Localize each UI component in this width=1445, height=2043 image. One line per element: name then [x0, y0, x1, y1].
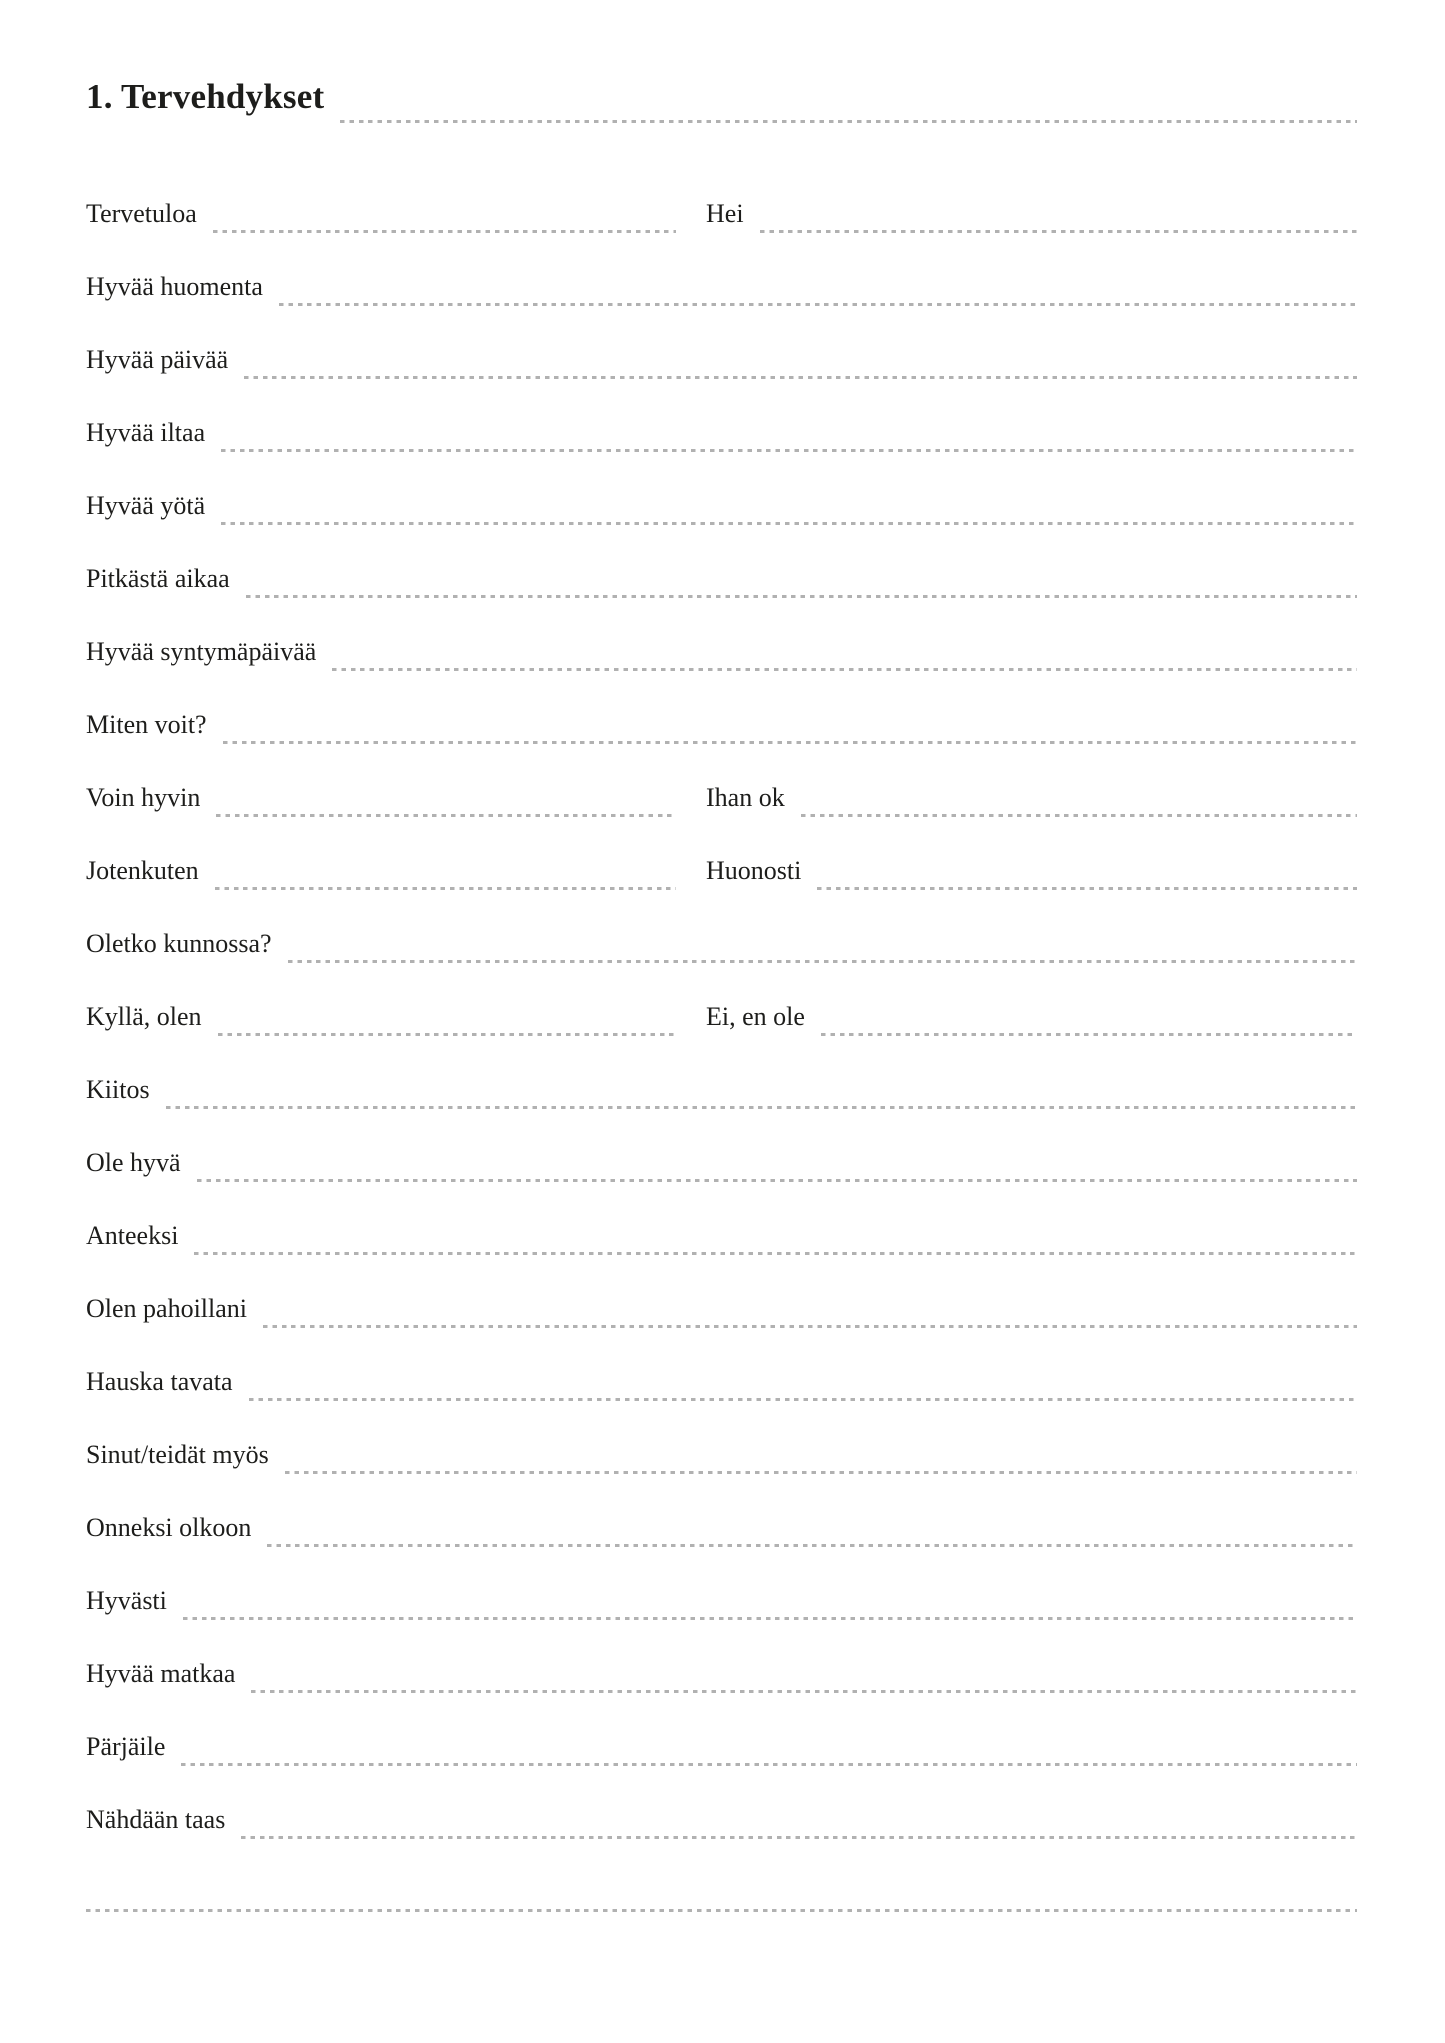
answer-line — [223, 741, 1357, 744]
phrase-row — [86, 1841, 1357, 1914]
phrase-cell — [86, 1075, 1357, 1105]
phrase-list — [86, 162, 1357, 1914]
phrase-row — [86, 819, 1357, 892]
answer-line — [221, 522, 1357, 525]
phrase-label: Pitkästä aikaa — [86, 564, 230, 594]
phrase-label: Olen pahoillani — [86, 1294, 248, 1324]
answer-line — [288, 960, 1357, 963]
phrase-cell — [86, 1805, 1357, 1835]
answer-line — [183, 1617, 1357, 1620]
phrase-cell — [86, 418, 1357, 448]
answer-line — [801, 814, 1357, 817]
phrase-row — [86, 162, 1357, 235]
phrase-label: Miten voit? — [86, 710, 207, 740]
answer-line — [215, 887, 676, 890]
phrase-label: Hyvää päivää — [86, 345, 229, 375]
phrase-cell — [86, 1440, 1357, 1470]
phrase-cell — [86, 272, 1357, 302]
phrase-row — [86, 1257, 1357, 1330]
phrase-row — [86, 746, 1357, 819]
phrase-label: Hyvää huomenta — [86, 272, 263, 302]
answer-line — [218, 1033, 676, 1036]
phrase-row — [86, 1184, 1357, 1257]
phrase-row — [86, 1038, 1357, 1111]
phrase-row — [86, 600, 1357, 673]
phrase-label: Pärjäile — [86, 1732, 166, 1762]
phrase-label: Hyvää yötä — [86, 491, 206, 521]
answer-line — [221, 449, 1357, 452]
answer-line — [216, 814, 676, 817]
phrase-cell — [86, 1659, 1357, 1689]
phrase-cell — [86, 1513, 1357, 1543]
phrase-label: Ihan ok — [706, 783, 785, 813]
answer-line — [251, 1690, 1357, 1693]
answer-line — [263, 1325, 1357, 1328]
phrase-row — [86, 1622, 1357, 1695]
phrase-row — [86, 1111, 1357, 1184]
answer-line — [241, 1836, 1357, 1839]
phrase-label: Jotenkuten — [86, 856, 199, 886]
phrase-label: Kyllä, olen — [86, 1002, 202, 1032]
answer-line — [279, 303, 1357, 306]
phrase-cell — [86, 783, 676, 813]
phrase-row — [86, 527, 1357, 600]
phrase-label: Hyvästi — [86, 1586, 167, 1616]
phrase-cell — [86, 1732, 1357, 1762]
answer-line — [332, 668, 1357, 671]
phrase-label: Oletko kunnossa? — [86, 929, 272, 959]
answer-line — [246, 595, 1357, 598]
phrase-row — [86, 892, 1357, 965]
phrase-label: Hyvää matkaa — [86, 1659, 236, 1689]
phrase-cell — [86, 345, 1357, 375]
phrase-row — [86, 235, 1357, 308]
answer-line — [821, 1033, 1357, 1036]
phrase-row — [86, 1695, 1357, 1768]
answer-line — [249, 1398, 1357, 1401]
phrase-cell — [706, 199, 1357, 229]
phrase-row — [86, 1476, 1357, 1549]
phrase-cell — [706, 783, 1357, 813]
phrase-cell — [86, 1586, 1357, 1616]
blank-answer-cell — [86, 1905, 1357, 1908]
answer-line — [285, 1471, 1357, 1474]
phrase-row — [86, 1330, 1357, 1403]
phrase-label: Anteeksi — [86, 1221, 179, 1251]
phrase-label: Voin hyvin — [86, 783, 201, 813]
answer-line — [166, 1106, 1357, 1109]
phrase-row — [86, 1768, 1357, 1841]
phrase-label: Ei, en ole — [706, 1002, 805, 1032]
phrase-label: Onneksi olkoon — [86, 1513, 252, 1543]
phrase-cell — [86, 1367, 1357, 1397]
section-title: 1. Tervehdykset — [86, 77, 325, 116]
answer-line — [760, 230, 1357, 233]
phrase-row — [86, 965, 1357, 1038]
phrase-row — [86, 1549, 1357, 1622]
phrase-row — [86, 673, 1357, 746]
phrase-cell — [86, 637, 1357, 667]
phrase-cell — [86, 1221, 1357, 1251]
phrase-cell — [86, 1294, 1357, 1324]
phrase-cell — [86, 929, 1357, 959]
phrase-row — [86, 381, 1357, 454]
answer-line — [817, 887, 1357, 890]
title-dotted-line — [340, 120, 1357, 123]
phrase-cell — [86, 1002, 676, 1032]
answer-line — [194, 1252, 1357, 1255]
phrase-cell — [706, 856, 1357, 886]
answer-line — [213, 230, 676, 233]
phrase-cell — [86, 1148, 1357, 1178]
page-header — [86, 76, 1357, 118]
phrase-label: Hyvää iltaa — [86, 418, 206, 448]
phrase-label: Kiitos — [86, 1075, 150, 1105]
phrase-label: Sinut/teidät myös — [86, 1440, 269, 1470]
phrase-label: Tervetuloa — [86, 199, 197, 229]
phrase-label: Hei — [706, 199, 744, 229]
phrase-row — [86, 308, 1357, 381]
answer-line — [86, 1909, 1357, 1912]
answer-line — [244, 376, 1357, 379]
phrase-row — [86, 454, 1357, 527]
phrase-cell — [86, 710, 1357, 740]
phrase-cell — [706, 1002, 1357, 1032]
phrase-row — [86, 1403, 1357, 1476]
phrase-cell — [86, 856, 676, 886]
phrase-label: Huonosti — [706, 856, 802, 886]
answer-line — [181, 1763, 1357, 1766]
phrase-label: Hauska tavata — [86, 1367, 233, 1397]
phrase-label: Ole hyvä — [86, 1148, 181, 1178]
answer-line — [197, 1179, 1357, 1182]
phrase-cell — [86, 564, 1357, 594]
answer-line — [267, 1544, 1357, 1547]
phrase-cell — [86, 199, 676, 229]
phrase-label: Hyvää syntymäpäivää — [86, 637, 317, 667]
phrase-cell — [86, 491, 1357, 521]
phrase-label: Nähdään taas — [86, 1805, 226, 1835]
